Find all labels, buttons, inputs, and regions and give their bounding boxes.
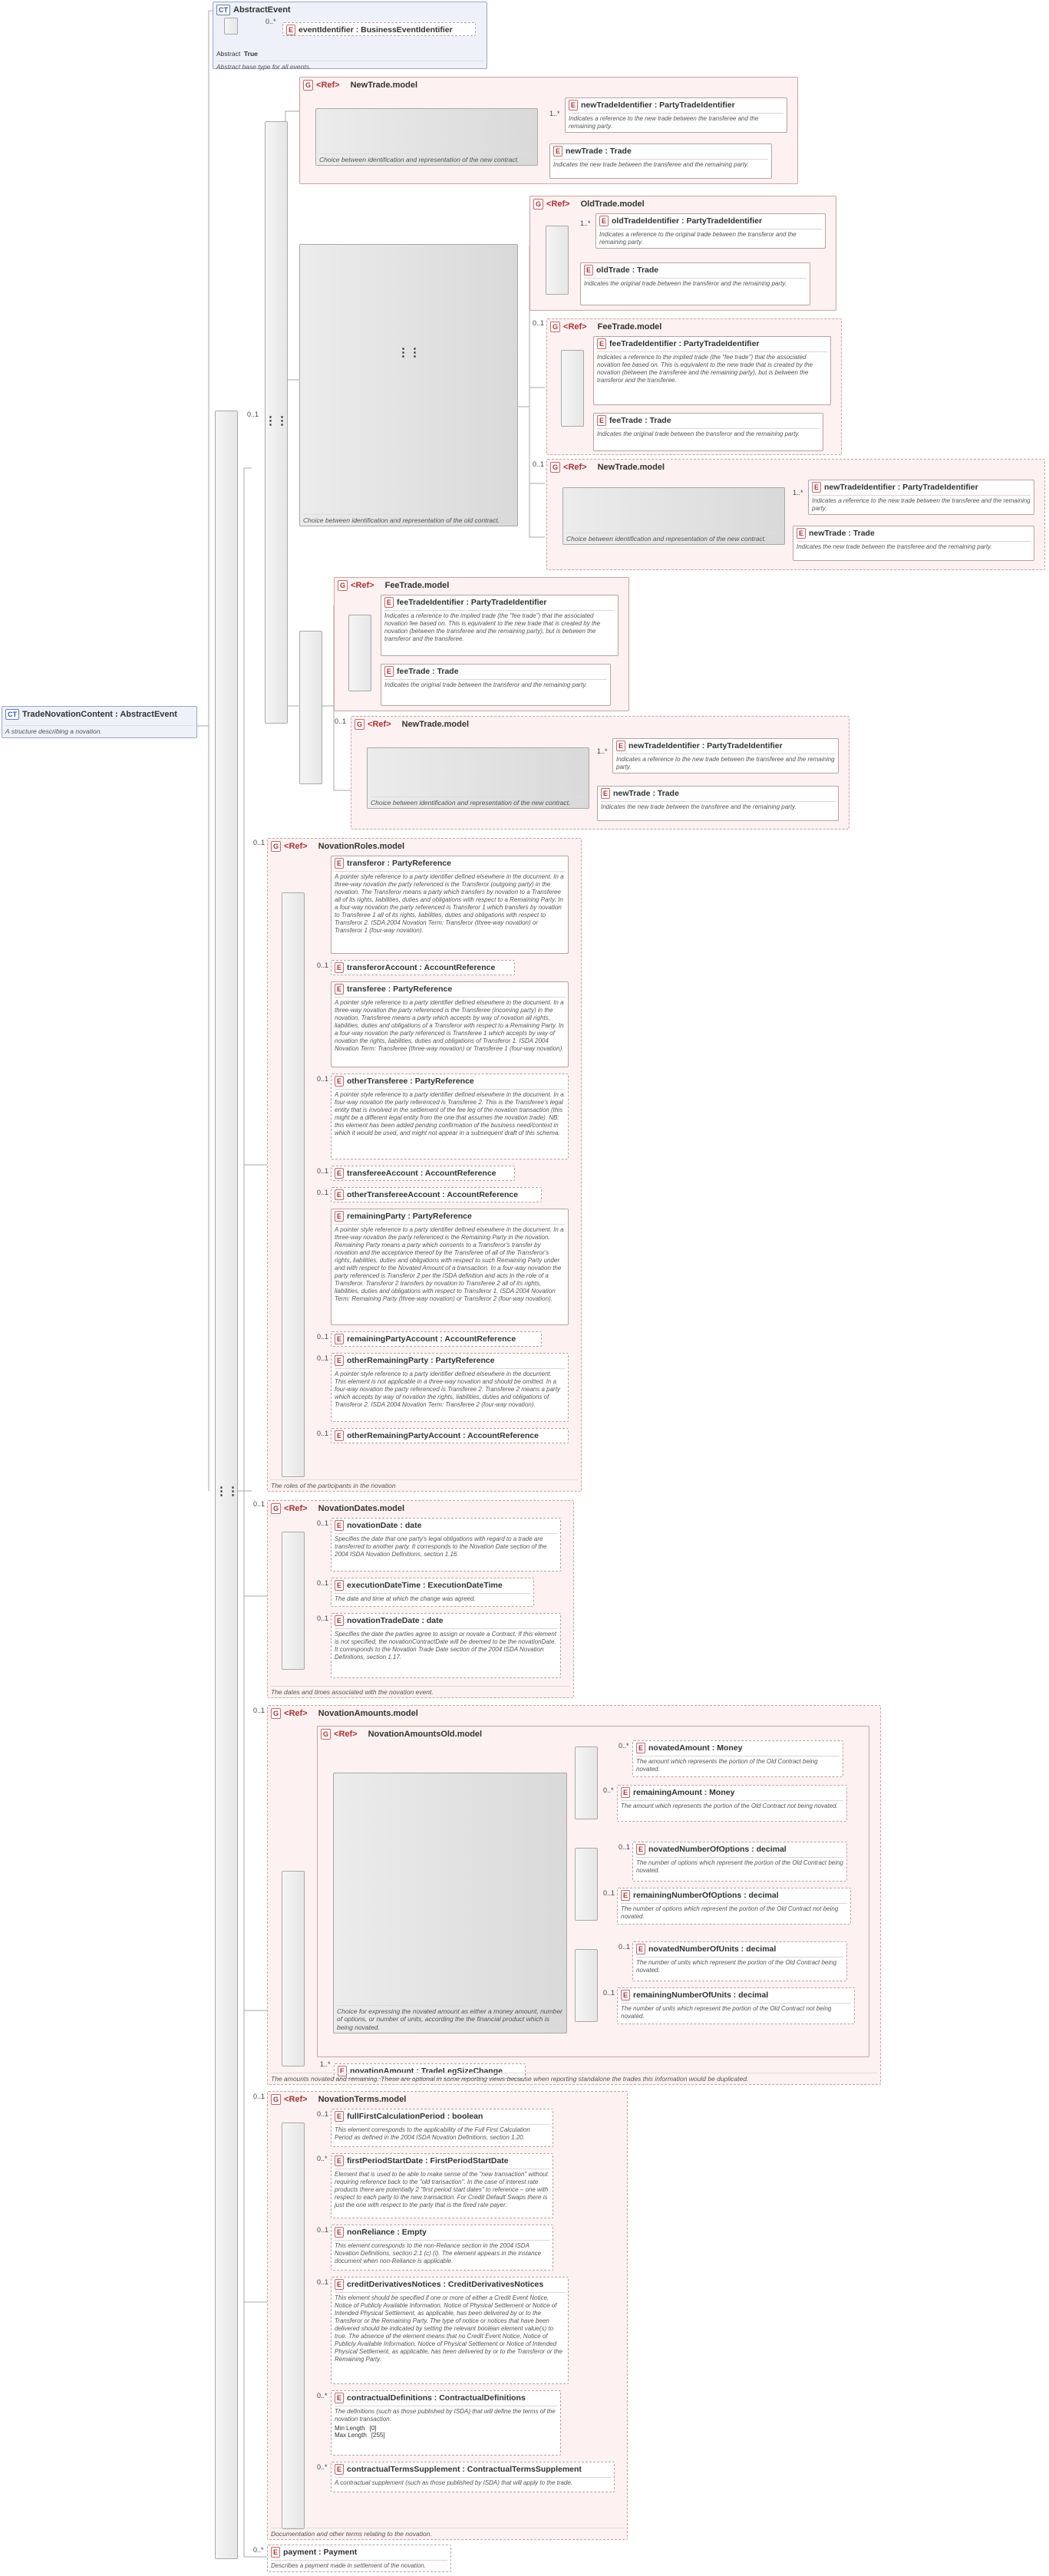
element-card[interactable] bbox=[331, 1428, 569, 1443]
group-header bbox=[271, 1708, 418, 1719]
group-title: NovationAmounts.model bbox=[318, 1708, 418, 1718]
group-icon: G bbox=[550, 462, 560, 473]
abstract-property bbox=[216, 50, 258, 58]
new-trade-choice[interactable] bbox=[367, 747, 589, 809]
element-title: remainingPartyAccount : AccountReference bbox=[347, 1334, 516, 1344]
group-title: NewTrade.model bbox=[597, 462, 665, 472]
group-header bbox=[271, 2094, 406, 2105]
group-title: NewTrade.model bbox=[401, 719, 470, 729]
group-icon: G bbox=[303, 80, 313, 91]
amounts-choice[interactable] bbox=[333, 1773, 567, 2033]
element-card[interactable] bbox=[632, 1941, 847, 1981]
element-title: newTradeIdentifier : PartyTradeIdentifier bbox=[581, 100, 735, 110]
group-icon: G bbox=[550, 322, 560, 332]
fee-trade-seq[interactable] bbox=[561, 350, 584, 427]
element-description: Indicates a reference to the implied trade (the "fee trade") that the associated novation fee based on. This is equivalent to the new trade that is created by the novation (between the transferee and the remaining party), but is between the transferor and the transferee. bbox=[597, 351, 827, 384]
group-icon: G bbox=[271, 1503, 281, 1514]
event-identifier-title: eventIdentifier : BusinessEventIdentifier bbox=[299, 25, 453, 35]
new-trade-choice[interactable] bbox=[562, 487, 785, 545]
element-icon: E bbox=[335, 858, 344, 869]
occurrence-label: 0..1 bbox=[317, 1075, 329, 1083]
element-icon: E bbox=[621, 1787, 630, 1798]
element-title: remainingAmount : Money bbox=[633, 1787, 735, 1797]
new-trade-element[interactable] bbox=[793, 526, 1034, 561]
element-icon: E bbox=[616, 740, 625, 751]
element-icon: E bbox=[384, 666, 394, 677]
element-description: The number of units which represent the portion of the Old Contract being novated. bbox=[636, 1957, 843, 1974]
occurrence-label: 0..1 bbox=[317, 961, 329, 969]
fee-trade-model-a[interactable] bbox=[546, 318, 842, 455]
occurrence-label: 0..1 bbox=[335, 717, 347, 725]
min-value: [0] bbox=[369, 2425, 377, 2432]
abstract-event-box[interactable] bbox=[213, 2, 487, 69]
element-title: newTrade : Trade bbox=[566, 146, 632, 156]
roles-sequence[interactable] bbox=[282, 892, 305, 1477]
element-card[interactable] bbox=[331, 1578, 534, 1607]
abstract-event-seq[interactable] bbox=[224, 18, 238, 35]
group-icon: G bbox=[321, 1729, 331, 1740]
element-card[interactable] bbox=[331, 1353, 569, 1422]
occurrence-label: 1..* bbox=[580, 219, 591, 227]
element-card[interactable] bbox=[331, 2109, 553, 2147]
element-title: feeTrade : Trade bbox=[609, 415, 671, 425]
element-icon: E bbox=[569, 100, 578, 110]
element-title: oldTradeIdentifier : PartyTradeIdentifier bbox=[612, 216, 763, 226]
element-description: Indicates the original trade between the transferor and the remaining party. bbox=[384, 679, 607, 689]
element-title: contractualDefinitions : ContractualDefinitions bbox=[347, 2393, 526, 2403]
group-header bbox=[321, 1729, 482, 1740]
group-header bbox=[303, 80, 417, 91]
element-card[interactable] bbox=[331, 1187, 542, 1202]
element-description: Specifies the date the parties agree to assign or novate a Contract. If this element is not specified, the novationContractDate will be deemed to be the novationDate. It corresponds to the Novation Trade Date section of the 2004 ISDA Novation Definitions, section 1.17. bbox=[335, 1628, 557, 1661]
element-icon: E bbox=[335, 1168, 344, 1179]
element-icon: E bbox=[335, 984, 344, 994]
occurrence-label: 0..1 bbox=[317, 1615, 329, 1622]
element-description: Indicates a reference to the new trade between the transferee and the remaining party. bbox=[812, 495, 1031, 513]
element-card[interactable] bbox=[632, 1842, 847, 1882]
abstract-event-header bbox=[216, 5, 291, 15]
group-icon: G bbox=[271, 2094, 281, 2105]
terms-sequence[interactable] bbox=[282, 2122, 305, 2529]
old-trade-choice[interactable] bbox=[299, 244, 518, 526]
element-icon: E bbox=[338, 2066, 347, 2076]
group-icon: G bbox=[338, 580, 348, 591]
element-icon: E bbox=[335, 1211, 344, 1222]
new-trade-model-b[interactable] bbox=[546, 459, 1045, 570]
abstract-value: True bbox=[243, 50, 258, 58]
element-title: novatedNumberOfOptions : decimal bbox=[648, 1844, 787, 1854]
fee-trade-identifier-element[interactable] bbox=[593, 336, 831, 405]
group-header bbox=[271, 841, 404, 852]
choice-description: Choice between identification and representation of the new contract. bbox=[319, 153, 534, 164]
abstract-event-title: AbstractEvent bbox=[233, 5, 291, 15]
group-header bbox=[271, 1503, 404, 1514]
ref-tag: <Ref> bbox=[334, 1729, 358, 1739]
element-icon: E bbox=[335, 1189, 344, 1200]
fee-trade-element[interactable] bbox=[381, 664, 611, 706]
element-description: This element corresponds to the non-Reliance section in the 2004 ISDA Novation Definitions, section 2.1 (c) (i). The element appears in the instance document when non-Reliance is applicable. bbox=[335, 2240, 549, 2265]
element-icon: E bbox=[384, 597, 394, 608]
element-title: feeTrade : Trade bbox=[397, 666, 459, 676]
occurrence-label: 0..1 bbox=[619, 1843, 631, 1851]
occurrence-label: 0..* bbox=[317, 2155, 328, 2162]
group-description: The roles of the participants in the novation bbox=[271, 1479, 578, 1490]
occurrence-label: 0..1 bbox=[317, 1519, 329, 1527]
novation-amounts-old-model[interactable] bbox=[317, 1726, 869, 2057]
element-card[interactable] bbox=[331, 2390, 561, 2456]
element-card[interactable] bbox=[331, 2462, 615, 2492]
element-icon: E bbox=[636, 1944, 645, 1954]
element-icon: E bbox=[335, 2464, 344, 2475]
choice-description: Choice between identification and representation of the old contract. bbox=[303, 514, 514, 525]
fee-trade-seq[interactable] bbox=[348, 615, 371, 691]
old-trade-model[interactable] bbox=[529, 196, 836, 311]
element-title: nonReliance : Empty bbox=[347, 2227, 427, 2237]
new-trade-model-top[interactable] bbox=[299, 77, 798, 184]
element-icon: E bbox=[636, 1844, 645, 1855]
new-trade-identifier-element[interactable] bbox=[808, 480, 1034, 515]
event-identifier-element[interactable] bbox=[282, 22, 476, 36]
element-icon: E bbox=[812, 482, 821, 493]
element-card[interactable] bbox=[331, 1166, 515, 1181]
occurrence-label: 0..1 bbox=[317, 1430, 329, 1437]
occurrence-label: 1..* bbox=[793, 489, 803, 496]
element-title: remainingNumberOfUnits : decimal bbox=[633, 1990, 769, 2000]
element-card[interactable] bbox=[331, 2225, 553, 2271]
group-title: NovationRoles.model bbox=[318, 841, 405, 851]
old-trade-element[interactable] bbox=[580, 262, 810, 305]
element-title: fullFirstCalculationPeriod : boolean bbox=[347, 2111, 483, 2121]
element-description: This element should be specified if one or more of either a Credit Event Notice, Notice of Publicly Available Information, Notice of Physical Settlement or Notice of Intended Physical Settlement, as applicable, has been delivered by or to the Transferor or the Remaining Party. The type of notice or notices that have been delivered should be indicated by setting the relevant boolean element value(s) to true. The absence of the element means that no Credit Event Notice, Notice of Publicly Available Information, Notice of Physical Settlement or Notice of Intended Physical Settlement, as applicable, has been delivered by or to the Transferor or the Remaining Party. bbox=[335, 2292, 565, 2363]
ref-tag: <Ref> bbox=[563, 462, 587, 472]
sequence-icon: ⋮⋮ bbox=[265, 414, 288, 427]
fee-trade-element[interactable] bbox=[593, 413, 823, 451]
element-description: The number of options which represent the portion of the Old Contract being novated. bbox=[636, 1857, 843, 1875]
abstract-event-description: Abstract base type for all events. bbox=[216, 61, 483, 71]
group-title: FeeTrade.model bbox=[384, 580, 450, 590]
payment-element[interactable] bbox=[267, 2545, 451, 2572]
group-description: The amounts novated and remaining. These are optional in some reporting views because when reporting standalone the trades this information would be duplicated. bbox=[271, 2073, 877, 2083]
element-description: The number of options which represent the portion of the Old Contract not being novated. bbox=[621, 1903, 847, 1921]
element-card[interactable] bbox=[331, 1209, 569, 1325]
element-title: otherRemainingParty : PartyReference bbox=[347, 1355, 495, 1365]
element-title: oldTrade : Trade bbox=[596, 265, 659, 275]
element-icon: E bbox=[599, 216, 609, 226]
element-description: Indicates the new trade between the transferee and the remaining party. bbox=[797, 541, 1031, 551]
element-title: newTradeIdentifier : PartyTradeIdentifier bbox=[628, 740, 783, 750]
occurrence-label: 0..* bbox=[317, 2392, 328, 2400]
element-icon: E bbox=[621, 1890, 630, 1901]
element-title: remainingNumberOfOptions : decimal bbox=[633, 1890, 779, 1900]
occurrence-label: 0..* bbox=[603, 1786, 614, 1794]
ref-tag: <Ref> bbox=[546, 199, 570, 209]
element-icon: E bbox=[553, 146, 562, 157]
novation-dates-model[interactable] bbox=[267, 1500, 574, 1698]
new-trade-element[interactable] bbox=[549, 143, 772, 179]
amounts-sequence[interactable] bbox=[282, 1871, 305, 2066]
min-label: Min Length bbox=[335, 2425, 365, 2432]
element-icon: E bbox=[335, 1430, 344, 1441]
element-card[interactable] bbox=[331, 960, 515, 975]
group-title: NovationAmountsOld.model bbox=[368, 1729, 483, 1739]
element-title: contractualTermsSupplement : ContractualTermsSupplement bbox=[347, 2464, 582, 2474]
novation-terms-model[interactable] bbox=[267, 2091, 628, 2540]
element-icon: E bbox=[601, 788, 610, 799]
element-description: A pointer style reference to a party identifier defined elsewhere in the document. In a three-way novation the party referenced is the Transferor (outgoing party) in the novation. The Transferor means a party which transfers by novation to a Transferee all of its rights, liabilities, duties and obligations with respect to a Remaining Party. In a four-way novation the party referenced is Transferor 1 which transfers by novation to Transferee 1 all of its rights, liabilities, duties and obligations with respect to Transferor 2. ISDA 2004 Novation Term: Transferor (three-way novation) or Transferor 1 (four-way novation). bbox=[335, 871, 565, 935]
group-title: NewTrade.model bbox=[350, 80, 418, 90]
element-icon: E bbox=[335, 1615, 344, 1626]
element-description: Indicates a reference to the new trade between the transferee and the remaining party. bbox=[569, 113, 783, 130]
occurrence-label: 0..* bbox=[266, 18, 276, 25]
dates-sequence[interactable] bbox=[282, 1532, 305, 1670]
group-header bbox=[550, 322, 661, 332]
element-title: remainingParty : PartyReference bbox=[347, 1211, 472, 1221]
group-icon: G bbox=[533, 199, 543, 209]
element-title: newTrade : Trade bbox=[809, 528, 875, 538]
element-card[interactable] bbox=[331, 1613, 561, 1678]
ref-tag: <Ref> bbox=[284, 2094, 308, 2104]
group-title: OldTrade.model bbox=[580, 199, 645, 209]
element-title: transferorAccount : AccountReference bbox=[347, 962, 496, 972]
complex-type-icon: CT bbox=[216, 5, 230, 15]
group-icon: G bbox=[355, 719, 365, 730]
occurrence-label: 0..1 bbox=[253, 2093, 266, 2100]
group-description: The dates and times associated with the novation event. bbox=[271, 1686, 570, 1697]
element-title: transfereeAccount : AccountReference bbox=[347, 1168, 496, 1178]
occurrence-label: 0..1 bbox=[317, 1579, 329, 1587]
element-card[interactable] bbox=[331, 856, 569, 954]
choice-description: Choice for expressing the novated amount as either a money amount, number of options, or number of units, according the the financial product which is being novated. bbox=[337, 2005, 563, 2032]
new-trade-identifier-element[interactable] bbox=[565, 97, 787, 133]
occurrence-label: 0..1 bbox=[253, 1500, 266, 1508]
choice-description: Choice between identification and representation of the new contract. bbox=[566, 533, 781, 543]
group-title: NovationDates.model bbox=[318, 1503, 405, 1513]
old-trade-identifier-element[interactable] bbox=[595, 213, 826, 249]
ref-tag: <Ref> bbox=[316, 80, 340, 90]
ref-tag: <Ref> bbox=[368, 719, 391, 729]
element-title: otherTransferee : PartyReference bbox=[347, 1076, 474, 1086]
amounts-subseq-2[interactable] bbox=[575, 1848, 598, 1921]
group-header bbox=[550, 462, 665, 473]
complex-type-icon: CT bbox=[5, 709, 19, 720]
ref-tag: <Ref> bbox=[284, 1503, 308, 1513]
max-label: Max Length bbox=[335, 2432, 367, 2439]
element-description: Indicates the original trade between the transferor and the remaining party. bbox=[584, 278, 807, 288]
occurrence-label: 1..* bbox=[320, 2060, 331, 2068]
element-card[interactable] bbox=[331, 1518, 561, 1572]
element-description: Element that is used to be able to make sense of the "new transaction" without requiring reference back to the "old transaction". In the case of interest rate products there are potentially 2 "first period start dates" to reference – one with respect to each party to the new transaction. For Credit Default Swaps there is just the one with respect to the party that is the fixed rate payer. bbox=[335, 2169, 549, 2209]
old-trade-seq[interactable] bbox=[546, 226, 569, 295]
occurrence-label: 0..1 bbox=[317, 2278, 329, 2286]
element-description: A contractual supplement (such as those published by ISDA) that will apply to the trade. bbox=[335, 2477, 611, 2487]
element-card[interactable] bbox=[331, 1074, 569, 1159]
element-title: novationDate : date bbox=[347, 1520, 422, 1530]
element-card[interactable] bbox=[331, 1331, 542, 1347]
occurrence-label: 0..1 bbox=[317, 1354, 329, 1362]
new-trade-model-c[interactable] bbox=[351, 716, 849, 830]
element-icon: E bbox=[584, 265, 593, 275]
group-title: FeeTrade.model bbox=[597, 322, 662, 331]
element-icon: E bbox=[335, 1076, 344, 1087]
element-card[interactable] bbox=[617, 1888, 851, 1925]
new-trade-element[interactable] bbox=[597, 786, 839, 821]
occurrence-label: 0..1 bbox=[533, 319, 545, 327]
element-card[interactable] bbox=[331, 2153, 553, 2218]
group-header bbox=[338, 580, 449, 591]
occurrence-label: 0..1 bbox=[317, 1333, 329, 1341]
element-icon: E bbox=[271, 2547, 280, 2558]
element-card[interactable] bbox=[617, 1987, 855, 2024]
group-icon: G bbox=[271, 1708, 281, 1719]
group-icon: G bbox=[271, 841, 281, 852]
new-trade-choice[interactable] bbox=[315, 108, 538, 166]
element-title: newTradeIdentifier : PartyTradeIdentifier bbox=[824, 482, 978, 492]
element-description: Indicates the new trade between the transferee and the remaining party. bbox=[553, 159, 768, 169]
element-description: Describes a payment made in settlement of the novation. bbox=[271, 2560, 447, 2570]
element-title: creditDerivativesNotices : CreditDerivativesNotices bbox=[347, 2279, 544, 2289]
ref-tag: <Ref> bbox=[351, 580, 374, 590]
occurrence-label: 0..* bbox=[619, 1742, 629, 1750]
occurrence-label: 0..* bbox=[317, 2463, 328, 2471]
novation-amounts-model[interactable] bbox=[267, 1705, 881, 2085]
root-title: TradeNovationContent : AbstractEvent bbox=[22, 709, 177, 719]
occurrence-label: 0..1 bbox=[619, 1943, 631, 1951]
element-title: feeTradeIdentifier : PartyTradeIdentifier bbox=[397, 597, 547, 607]
element-title: novatedNumberOfUnits : decimal bbox=[648, 1944, 777, 1954]
element-description: The date and time at which the change was agreed. bbox=[335, 1593, 530, 1603]
fee-trade-model-b[interactable] bbox=[334, 577, 629, 711]
fee-trade-identifier-element[interactable] bbox=[381, 595, 619, 656]
occurrence-label: 0..1 bbox=[533, 460, 545, 468]
max-value: [255] bbox=[371, 2432, 385, 2439]
occurrence-label: 1..* bbox=[549, 110, 560, 117]
element-card[interactable] bbox=[331, 981, 569, 1067]
element-icon: E bbox=[335, 2111, 344, 2122]
element-description: A pointer style reference to a party identifier defined elsewhere in the document. In a four-way novation the party referenced is Transferee 2. This is the Transferee's legal entity that is involved in the settlement of the fee leg of the novation transaction (this might be a different legal entity from the one that assumes the novation trade). NB: this element has been added pending confirmation of the business need/context in which it would be used, and might not appear in a subsequent draft of this schema. bbox=[335, 1089, 565, 1137]
element-icon: E bbox=[335, 1355, 344, 1366]
element-icon: E bbox=[636, 1743, 645, 1753]
element-icon: E bbox=[621, 1990, 630, 2000]
element-icon: E bbox=[597, 338, 606, 349]
occurrence-label: 0..1 bbox=[253, 839, 266, 846]
novation-roles-model[interactable] bbox=[267, 838, 582, 1492]
ref-tag: <Ref> bbox=[284, 841, 308, 851]
amounts-subseq-1[interactable] bbox=[575, 1746, 598, 1819]
occurrence-label: 1..* bbox=[597, 747, 608, 755]
element-icon: E bbox=[797, 528, 806, 539]
element-icon: E bbox=[335, 2155, 344, 2166]
element-title: otherRemainingPartyAccount : AccountReference bbox=[347, 1430, 539, 1440]
element-description: A pointer style reference to a party identifier defined elsewhere in the document. This element is not applicable in a three-way novation and should be omitted. In a four-way novation the party referenced is Transferee 2. Transferee 2 means a party which accepts by way of novation the rights, liabilities, duties and obligations of Transferor 2. ISDA 2004 Novation Term: Transferee 2 (four-way novation). bbox=[335, 1368, 565, 1409]
element-icon: E bbox=[335, 2393, 344, 2403]
occurrence-label: 0..1 bbox=[603, 1989, 615, 1997]
element-description: Indicates the original trade between the transferor and the remaining party. bbox=[597, 428, 820, 438]
occurrence-label: 0..1 bbox=[317, 2226, 329, 2234]
occurrence-label: 0..1 bbox=[317, 1189, 329, 1196]
group-description: Documentation and other terms relating to the novation. bbox=[271, 2528, 624, 2538]
element-title: transferee : PartyReference bbox=[347, 984, 453, 994]
element-description: The amount which represents the portion of the Old Contract being novated. bbox=[636, 1756, 840, 1773]
choice-description: Choice between identification and representation of the new contract. bbox=[371, 797, 586, 807]
element-title: novationTradeDate : date bbox=[347, 1615, 444, 1625]
choice-icon: ⋮⋮ bbox=[397, 346, 421, 359]
abstract-label: Abstract bbox=[216, 50, 241, 58]
root-type-box[interactable] bbox=[2, 706, 197, 738]
amounts-subseq-3[interactable] bbox=[575, 1949, 598, 2022]
element-card[interactable] bbox=[632, 1740, 843, 1777]
element-description: Indicates the new trade between the transferee and the remaining party. bbox=[601, 801, 835, 811]
element-icon: E bbox=[335, 2227, 344, 2238]
element-description: The definitions (such as those published by ISDA) that will define the terms of the novation transaction. bbox=[335, 2406, 557, 2423]
occurrence-label: 0..* bbox=[253, 2546, 264, 2554]
occurrence-label: 0..1 bbox=[603, 1889, 615, 1897]
occurrence-label: 0..1 bbox=[317, 1167, 329, 1175]
occurrence-label: 0..1 bbox=[317, 2110, 329, 2118]
facet-properties bbox=[335, 2425, 557, 2439]
ref-tag: <Ref> bbox=[563, 322, 587, 331]
element-icon: E bbox=[335, 2279, 344, 2290]
element-card[interactable] bbox=[617, 1785, 847, 1822]
element-icon: E bbox=[335, 1580, 344, 1591]
root-description: A structure describing a novation. bbox=[5, 725, 193, 736]
element-title: payment : Payment bbox=[283, 2547, 358, 2557]
element-title: novatedAmount : Money bbox=[648, 1743, 743, 1753]
element-description: This element corresponds to the applicability of the Full First Calculation Period as defined in the 2004 ISDA Novation Definitions, section 1.20. bbox=[335, 2124, 549, 2142]
group-header bbox=[533, 199, 645, 209]
element-description: Specifies the date that one party's legal obligations with regard to a trade are transferred to another party. It corresponds to the Novation Date section of the 2004 ISDA Novation Definitions, section 1.16. bbox=[335, 1533, 557, 1558]
element-description: The amount which represents the portion of the Old Contract not being novated. bbox=[621, 1800, 843, 1810]
element-description: The number of units which represent the portion of the Old Contract not being novated. bbox=[621, 2003, 851, 2020]
element-icon: E bbox=[597, 415, 606, 426]
element-description: A pointer style reference to a party identifier defined elsewhere in the document. In a three-way novation the party referenced is the Transferee (incoming party) in the novation. Transferee means a party which accepts by way of novation all rights, liabilities, duties and obligations of a Transferor with respect to a Remaining Party. In a four-way novation the party referenced is Transferee 1 which accepts by way of novation the rights, liabilities, duties and obligations of Transferor 1. ISDA 2004 Novation Term: Transferee (three-way novation) or Transferee 1 (four-way novation). bbox=[335, 997, 565, 1053]
root-header bbox=[5, 709, 177, 720]
group-header bbox=[355, 719, 469, 730]
element-title: newTrade : Trade bbox=[613, 788, 679, 798]
element-title: novationAmount : TradeLegSizeChange bbox=[350, 2066, 503, 2076]
group-title: NovationTerms.model bbox=[318, 2094, 407, 2104]
element-title: firstPeriodStartDate : FirstPeriodStartDate bbox=[347, 2155, 509, 2165]
element-icon: E bbox=[335, 1520, 344, 1531]
occurrence-label: 0..1 bbox=[253, 1707, 266, 1714]
element-title: feeTradeIdentifier : PartyTradeIdentifier bbox=[609, 338, 760, 348]
fee-new-sequence[interactable] bbox=[299, 631, 322, 784]
element-description: A pointer style reference to a party identifier defined elsewhere in the document. In a three-way novation the party referenced is the Remaining Party in the novation. Remaining Party means a party which consents to a Transferor's transfer by novation and the acceptance thereof by the Transferee of all of the Transferor's rights, liabilities, duties and obligations with respect to such Remaining Party under and with respect to the Novated Amount of a transaction. In a four-way novation the party referenced is Transferor 2 per the ISDA definition and acts in the role of a Transferor. Transferor 2 transfers by novation to Transferee 2 all of its rights, liabilities, duties and obligations with respect to Transferor 1. ISDA 2004 Novation Term: Remaining Party (three-way novation) or Transferor 2 (four-way novation). bbox=[335, 1224, 565, 1303]
element-card[interactable] bbox=[331, 2277, 569, 2384]
ref-tag: <Ref> bbox=[284, 1708, 308, 1718]
element-description: Indicates a reference to the new trade between the transferee and the remaining party. bbox=[616, 754, 835, 771]
element-title: executionDateTime : ExecutionDateTime bbox=[347, 1580, 503, 1590]
element-title: otherTransfereeAccount : AccountReference bbox=[347, 1189, 519, 1199]
element-description: Indicates a reference to the original trade between the transferor and the remaining party. bbox=[599, 229, 822, 246]
element-icon: E bbox=[335, 1334, 344, 1344]
new-trade-identifier-element[interactable] bbox=[612, 738, 839, 773]
element-icon: E bbox=[335, 962, 344, 973]
element-title: transferor : PartyReference bbox=[347, 858, 451, 868]
element-icon: E bbox=[286, 25, 295, 35]
sequence-icon: ⋮⋮ bbox=[216, 1485, 239, 1498]
element-description: Indicates a reference to the implied trade (the "fee trade") that the associated novation fee based on. This is equivalent to the new trade that is created by the novation (between the transferee and the remaining party), but is between the transferor and the transferee. bbox=[384, 610, 615, 643]
occurrence-label: 0..1 bbox=[247, 411, 259, 418]
